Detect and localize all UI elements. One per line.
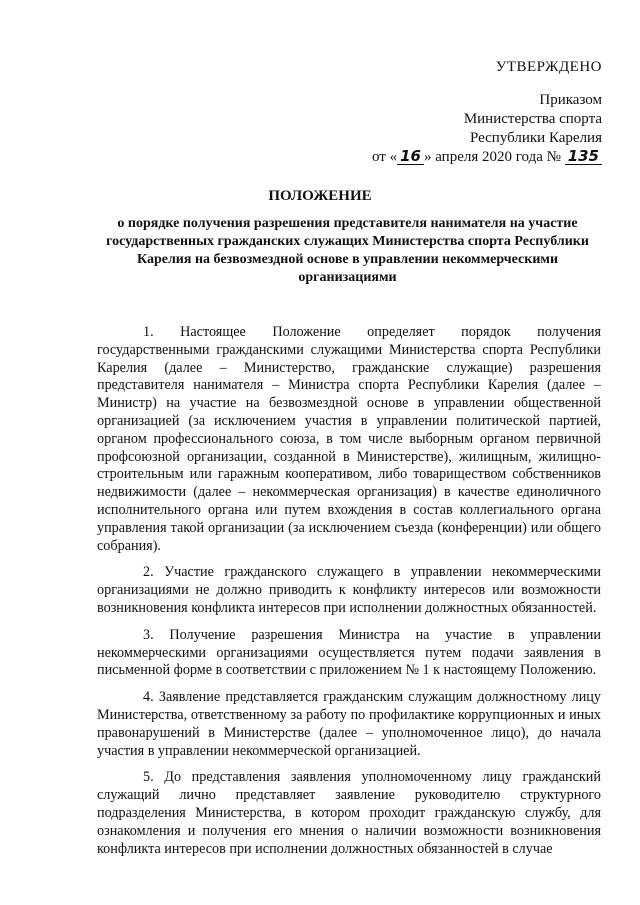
approval-ministry-line: Министерства спорта [463, 111, 602, 127]
paragraph-5: 5. До представления заявления уполномоченному лицу гражданский служащий лично представляет заявление руководителю структурного подразделения Министерства, в котором проходит гражданскую службу, для ознакомления и получения его мнения о наличии возможности возникновения конфликта интересов при исполнении должностных обязанностей в случае [97, 769, 601, 857]
approval-republic-line: Республики Карелия [469, 130, 602, 146]
document-title: ПОЛОЖЕНИЕ [268, 188, 372, 204]
paragraph-1: 1. Настоящее Положение определяет порядок получения государственными гражданскими служащими Министерства спорта Республики Карелия (далее – Министерство, гражданские служащие) разрешения представителя нанимателя – Министра спорта Республики Карелия (далее – Министр) на участие на безвозмездной основе в управлении общественной организацией (за исключением участия в управлении политической партией, органом профессионального союза, в том числе выборным органом первичной профсоюзной организации, созданной в Министерстве), жилищным, жилищно-строительным или гаражным кооперативом, либо товариществом собственников недвижимости (далее – некоммерческая организация) в качестве единоличного исполнительного органа или путем вхождения в состав коллегиального органа управления такой организации (за исключением съезда (конференции) или общего собрания). [97, 324, 601, 554]
paragraph-4: 4. Заявление представляется гражданским служащим должностному лицу Министерства, ответственному за работу по профилактике коррупционных и иных правонарушений в Министерстве (далее – уполномоченное лицо), до начала участия в управлении некоммерческой организацией. [97, 689, 601, 759]
approval-order-line: Приказом [539, 92, 602, 108]
approval-heading: УТВЕРЖДЕНО [495, 59, 602, 75]
date-prefix: от « [371, 149, 398, 165]
handwritten-day: 16 [397, 148, 424, 165]
document-body [97, 324, 601, 867]
approval-date-line [372, 148, 602, 167]
document-subtitle: о порядке получения разрешения представителя нанимателя на участие государственных гражданских служащих Министерства спорта Республики Карелия на безвозмездной основе в управлении некоммерческими организациями [106, 216, 589, 285]
handwritten-order-number: 135 [565, 148, 602, 165]
date-middle: » апреля 2020 года № [423, 149, 561, 165]
approval-stamp [372, 58, 602, 167]
paragraph-3: 3. Получение разрешения Министра на участие в управлении некоммерческими организациями осуществляется путем подачи заявления в письменной форме в соответствии с приложением № 1 к настоящему Положению. [97, 626, 601, 679]
paragraph-2: 2. Участие гражданского служащего в управлении некоммерческими организациями не должно приводить к конфликту интересов или возможности возникновения конфликта интересов при исполнении должностных обязанностей. [97, 564, 601, 616]
